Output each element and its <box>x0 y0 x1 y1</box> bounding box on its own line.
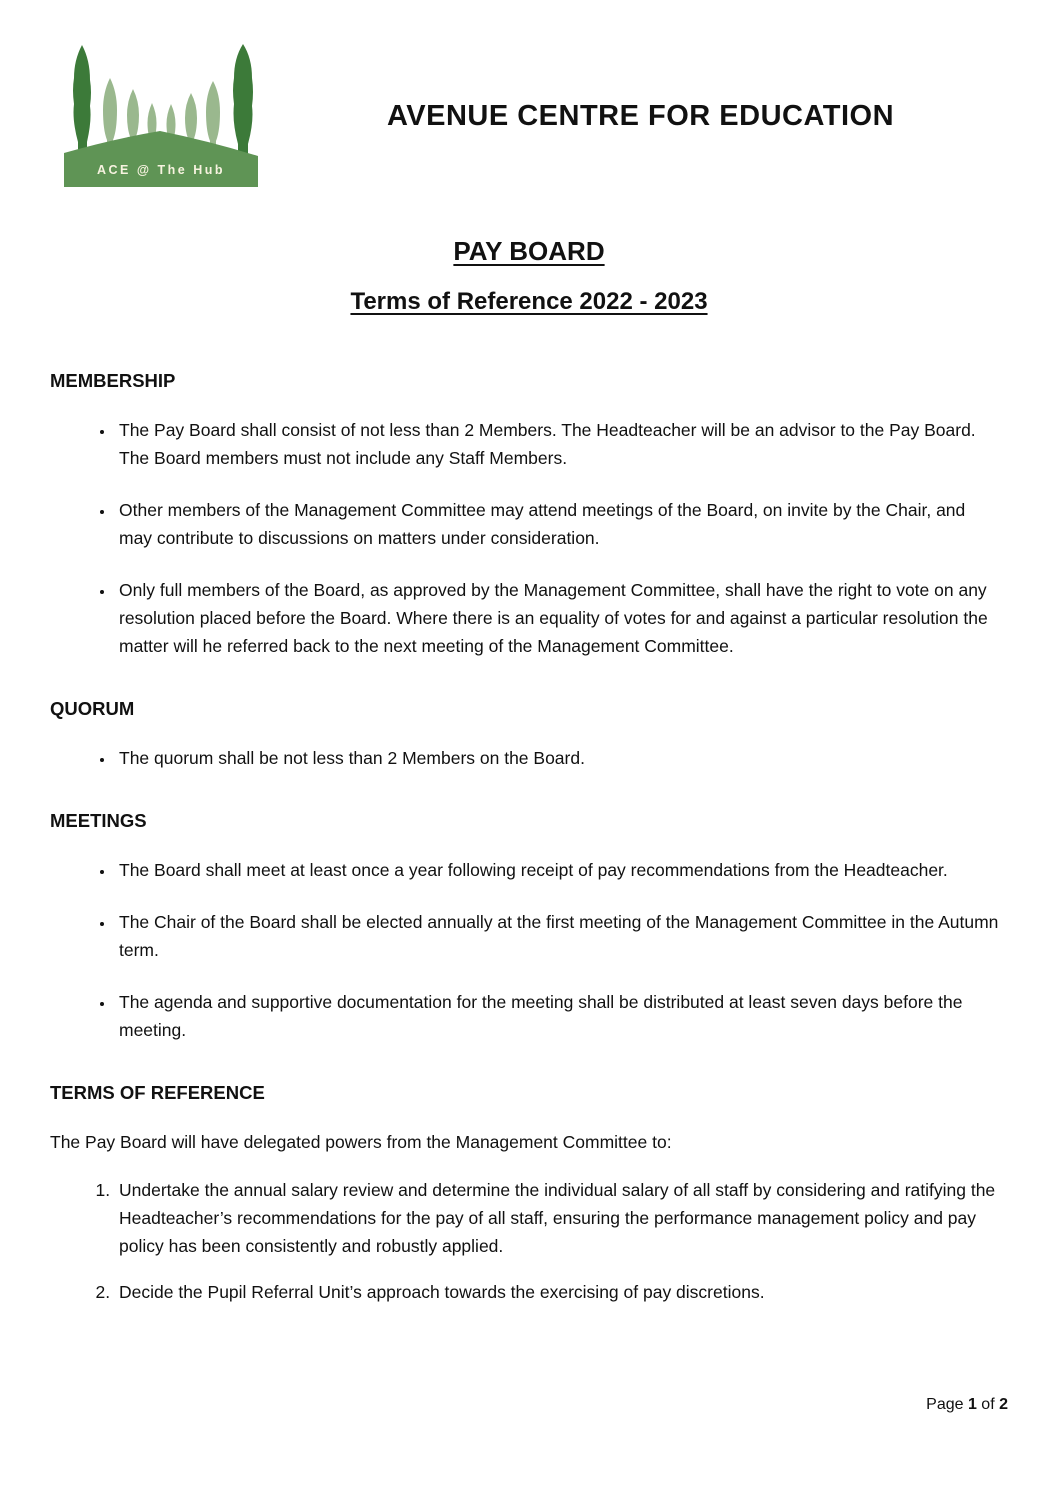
membership-bullet-list <box>50 416 1003 660</box>
light-cypress-icon <box>206 81 220 150</box>
terms-numbered-list <box>50 1176 1003 1306</box>
section-heading-membership: MEMBERSHIP <box>50 370 176 391</box>
of-label: of <box>976 1396 1000 1413</box>
logo-banner-text: ACE @ The Hub <box>96 163 226 177</box>
page-title: AVENUE CENTRE FOR EDUCATION <box>386 100 895 132</box>
bullet-item: • The Pay Board shall consist of not less than 2 Members. The Headteacher will be an advisor to the Pay Board. The Board members must not include any Staff Members. <box>115 416 1003 472</box>
section-heading-quorum: QUORUM <box>50 698 135 719</box>
document-header <box>0 0 1058 212</box>
bullet-item: • The quorum shall be not less than 2 Members on the Board. <box>115 744 1003 772</box>
bullet-item: • Only full members of the Board, as approved by the Management Committee, shall have the right to vote on any resolution placed before the Board. Where there is an equality of votes for and against a particular resolution the matter will he referred back to the next meeting of the Management Committee. <box>115 576 1003 660</box>
section-quorum <box>50 698 1003 772</box>
section-heading-terms: TERMS OF REFERENCE <box>50 1082 265 1103</box>
section-terms-of-reference <box>50 1082 1003 1306</box>
hill-banner-icon <box>64 131 258 187</box>
bullet-item: • Other members of the Management Committee may attend meetings of the Board, on invite by the Chair, and may contribute to discussions on matters under consideration. <box>115 496 1003 552</box>
document-title: PAY BOARD <box>453 236 605 266</box>
quorum-bullet-list <box>50 744 1003 772</box>
section-meetings <box>50 810 1003 1044</box>
numbered-item: 2. Decide the Pupil Referral Unit’s approach towards the exercising of pay discretions. <box>115 1278 1003 1306</box>
meetings-bullet-list <box>50 856 1003 1044</box>
bullet-item: • The agenda and supportive documentation for the meeting shall be distributed at least seven days before the meeting. <box>115 988 1003 1044</box>
dark-cypress-right-icon <box>233 44 253 158</box>
document-subtitle: Terms of Reference 2022 - 2023 <box>350 288 708 315</box>
bullet-item: • The Board shall meet at least once a year following receipt of pay recommendations from the Headteacher. <box>115 856 1003 884</box>
page-total: 2 <box>999 1396 1008 1413</box>
numbered-item: 1. Undertake the annual salary review and determine the individual salary of all staff by considering and ratifying the Headteacher’s recommendations for the pay of all staff, ensuring the performance management policy and pay policy has been consistently and robustly applied. <box>115 1176 1003 1260</box>
section-heading-meetings: MEETINGS <box>50 810 147 831</box>
terms-intro-paragraph: The Pay Board will have delegated powers from the Management Committee to: <box>50 1132 672 1152</box>
bullet-item: • The Chair of the Board shall be elected annually at the first meeting of the Management Committee in the Autumn term. <box>115 908 1003 964</box>
dark-cypress-left-icon <box>73 45 91 156</box>
document-body <box>50 370 1003 1306</box>
trees-logo-icon <box>63 42 259 188</box>
school-logo <box>63 42 259 188</box>
page-label: Page <box>926 1396 968 1413</box>
page-current: 1 <box>967 1396 977 1413</box>
page-number <box>926 1396 1008 1414</box>
light-cypress-icon <box>103 78 117 149</box>
section-membership <box>50 370 1003 660</box>
